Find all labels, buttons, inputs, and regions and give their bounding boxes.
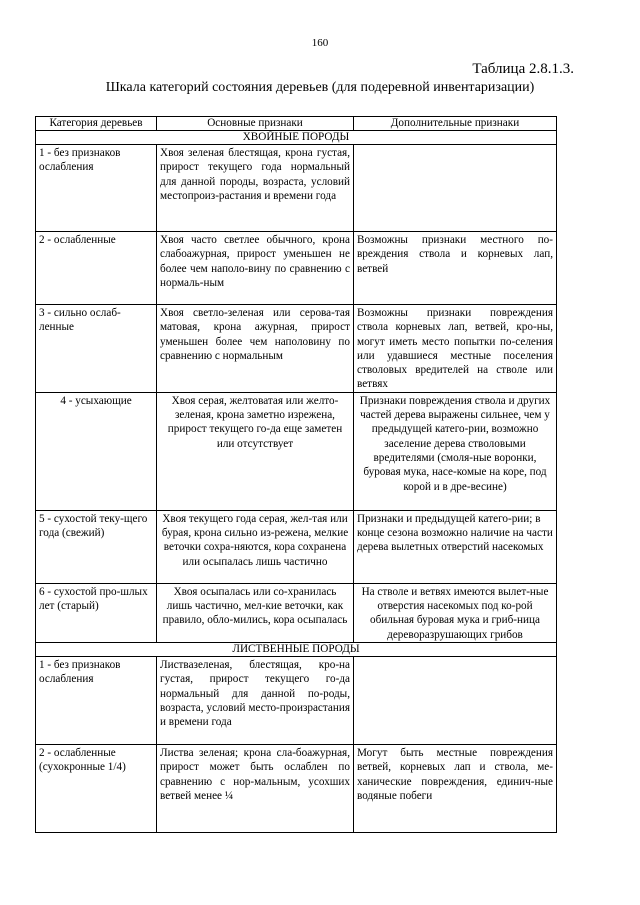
additional-signs-cell: Признаки повреждения ствола и других частей дерева выражены сильнее, чем у предыдущей катего-рии, возможно заселение дерева стволовыми вредителями (смоля-ные воронки, буровая мука, насе-комые на коре, под корой и в дре-весине) (354, 392, 557, 510)
additional-signs-cell: На стволе и ветвях имеются вылет-ные отверстия насекомых под ко-рой обильная буровая мука и гриб-ница дереворазрушающих грибов (354, 583, 557, 642)
main-signs-cell: Хвоя серая, желтоватая или желто-зеленая, крона заметно изрежена, прирост текущего го-да еще заметен или отсутствует (157, 392, 354, 510)
table-row (36, 305, 557, 393)
additional-signs-cell: Могут быть местные повреждения ветвей, корневых лап и ствола, ме-ханические повреждения, единич-ные водяные побеги (354, 744, 557, 832)
table-row (36, 744, 557, 832)
additional-signs-cell: Возможны признаки местного по-вреждения ствола и корневых лап, ветвей (354, 232, 557, 305)
table-row (36, 232, 557, 305)
header-main-signs: Основные признаки (157, 117, 354, 131)
table-row (36, 392, 557, 510)
header-additional-signs: Дополнительные признаки (354, 117, 557, 131)
table-row (36, 145, 557, 232)
main-signs-cell: Хвоя осыпалась или со-хранилась лишь частично, мел-кие веточки, как правило, обло-мились, кора осыпалась (157, 583, 354, 642)
main-signs-cell: Хвоя светло-зеленая или серова-тая матовая, крона ажурная, прирост уменьшен более чем наполовину по сравнению с нормальным (157, 305, 354, 393)
category-cell: 2 - ослабленные (сухокронные 1/4) (36, 744, 157, 832)
table-row (36, 510, 557, 583)
table-row (36, 583, 557, 642)
header-category: Категория деревьев (36, 117, 157, 131)
section-row (36, 642, 557, 656)
main-signs-cell: Листва зеленая; крона сла-боажурная, прирост может быть ослаблен по сравнению с нор-мальным, усохших ветвей менее ¼ (157, 744, 354, 832)
page-number: 160 (311, 37, 329, 49)
category-cell: 1 - без признаков ослабления (36, 145, 157, 232)
category-cell: 1 - без признаков ослабления (36, 656, 157, 744)
additional-signs-cell (354, 656, 557, 744)
additional-signs-cell (354, 145, 557, 232)
main-signs-cell: Хвоя текущего года серая, жел-тая или бурая, крона сильно из-режена, мелкие веточки сохра-няются, кора сохранена или осыпалась лишь частично (157, 510, 354, 583)
main-signs-cell: Хвоя зеленая блестящая, крона густая, прирост текущего года нормальный для данной породы, возраста, условий местопроиз-растания и времени года (157, 145, 354, 232)
table-label: Таблица 2.8.1.3. (472, 61, 574, 77)
section-row (36, 131, 557, 145)
table-header-row (36, 117, 557, 131)
table-title: Шкала категорий состояния деревьев (для подеревной инвентаризации) (105, 80, 535, 95)
additional-signs-cell: Признаки и предыдущей катего-рии; в конце сезона возможно наличие на части дерева вылетных отверстий насекомых (354, 510, 557, 583)
category-cell: 5 - сухостой теку-щего года (свежий) (36, 510, 157, 583)
category-cell: 6 - сухостой про-шлых лет (старый) (36, 583, 157, 642)
additional-signs-cell: Возможны признаки повреждения ствола корневых лап, ветвей, кро-ны, могут иметь место попытки по-селения или удавшиеся местные поселения стволовых вредителей на стволе или ветвях (354, 305, 557, 393)
section-title-coniferous: ХВОЙНЫЕ ПОРОДЫ (36, 131, 557, 145)
main-signs-cell: Листвазеленая, блестящая, кро-на густая, прирост текущего го-да нормальный для данной по-роды, возраста, условий место-произрастания и времени года (157, 656, 354, 744)
section-title-deciduous: ЛИСТВЕННЫЕ ПОРОДЫ (36, 642, 557, 656)
category-cell: 3 - сильно ослаб-ленные (36, 305, 157, 393)
category-cell: 4 - усыхающие (36, 392, 157, 510)
condition-categories-table (35, 116, 557, 833)
category-cell: 2 - ослабленные (36, 232, 157, 305)
table-row (36, 656, 557, 744)
main-signs-cell: Хвоя часто светлее обычного, крона слабоажурная, прирост уменьшен не более чем наполо-вину по сравнению с нормаль-ным (157, 232, 354, 305)
